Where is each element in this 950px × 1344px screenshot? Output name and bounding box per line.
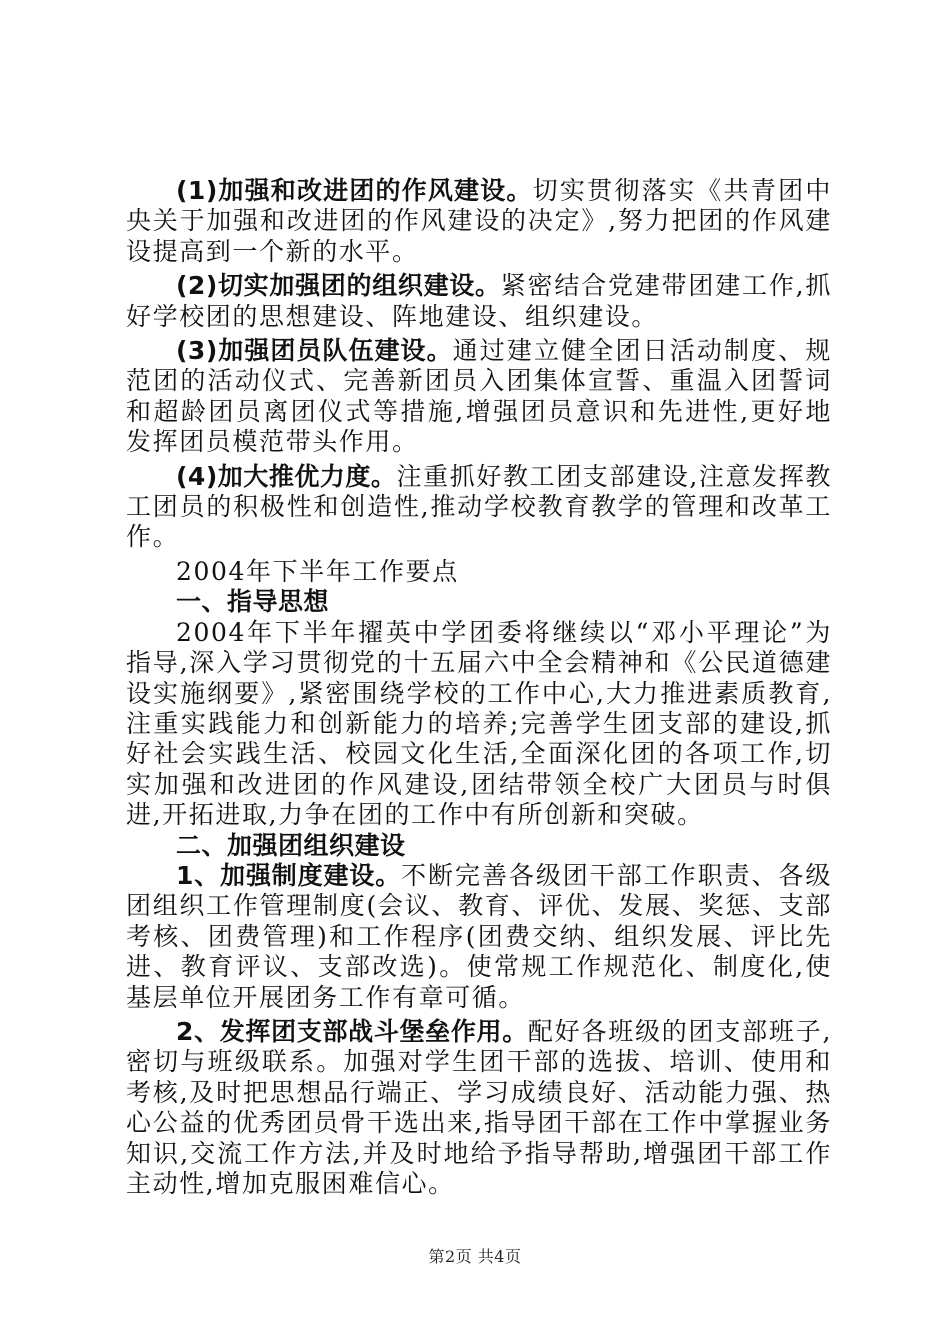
section-heading-guiding-thought: 一、指导思想 xyxy=(176,587,330,617)
section-heading-organization: 二、加强团组织建设 xyxy=(176,830,406,860)
plan-title: 2004年下半年工作要点 xyxy=(176,556,459,586)
paragraph-lead: (3)加强团员队伍建设。 xyxy=(176,336,453,366)
paragraph-lead: (2)切实加强团的组织建设。 xyxy=(176,271,501,301)
paragraph-recommendation xyxy=(126,462,832,553)
paragraph-text: 注重抓好教工团支部建设,注意发挥教工团员的积极性和创造性,推动学校教育教学的管理和改革工作。 xyxy=(126,461,832,552)
paragraph-guiding-thought: 2004年下半年擢英中学团委将继续以“邓小平理论”为指导,深入学习贯彻党的十五届六中全会精神和《公民道德建设实施纲要》,紧密围绕学校的工作中心,大力推进素质教育,注重实践能力和创新能力的培养;完善学生团支部的建设,抓好社会实践生活、校园文化生活,全面深化团的各项工作,切实加强和改进团的作风建设,团结带领全校广大团员与时俱进,开拓进取,力争在团的工作中有所创新和突破。 xyxy=(126,617,832,830)
paragraph-lead: (4)加大推优力度。 xyxy=(176,461,397,491)
paragraph-lead: 1、加强制度建设。 xyxy=(176,860,402,890)
paragraph-text: 不断完善各级团干部工作职责、各级团组织工作管理制度(会议、教育、评优、发展、奖惩、支部考核、团费管理)和工作程序(团费交纳、组织发展、评比先进、教育评议、支部改选)。使常规工作规范化、制度化,使基层单位开展团务工作有章可循。 xyxy=(126,860,832,1012)
paragraph-lead: 2、发挥团支部战斗堡垒作用。 xyxy=(176,1016,528,1046)
paragraph-style-building xyxy=(126,176,832,267)
paragraph-organization-building xyxy=(126,271,832,332)
paragraph-text: 配好各班级的团支部班子,密切与班级联系。加强对学生团干部的选拔、培训、使用和考核,及时把思想品行端正、学习成绩良好、活动能力强、热心公益的优秀团员骨干选出来,指导团干部在工作中掌握业务知识,交流工作方法,并及时地给予指导帮助,增强团干部工作主动性,增加克服困难信心。 xyxy=(126,1016,832,1198)
paragraph-branch-role xyxy=(126,1017,832,1199)
paragraph-member-building xyxy=(126,336,832,458)
paragraph-text: 切实贯彻落实《共青团中央关于加强和改进团的作风建设的决定》,努力把团的作风建设提高到一个新的水平。 xyxy=(126,176,832,266)
page-footer: 第2页 共4页 xyxy=(428,1247,522,1266)
paragraph-system-building xyxy=(126,861,832,1013)
paragraph-text: 紧密结合党建带团建工作,抓好学校团的思想建设、阵地建设、组织建设。 xyxy=(126,271,832,331)
document-body xyxy=(126,176,832,1199)
paragraph-text: 通过建立健全团日活动制度、规范团的活动仪式、完善新团员入团集体宣誓、重温入团誓词和超龄团员离团仪式等措施,增强团员意识和先进性,更好地发挥团员模范带头作用。 xyxy=(126,336,833,457)
paragraph-lead: (1)加强和改进团的作风建设。 xyxy=(176,176,533,205)
